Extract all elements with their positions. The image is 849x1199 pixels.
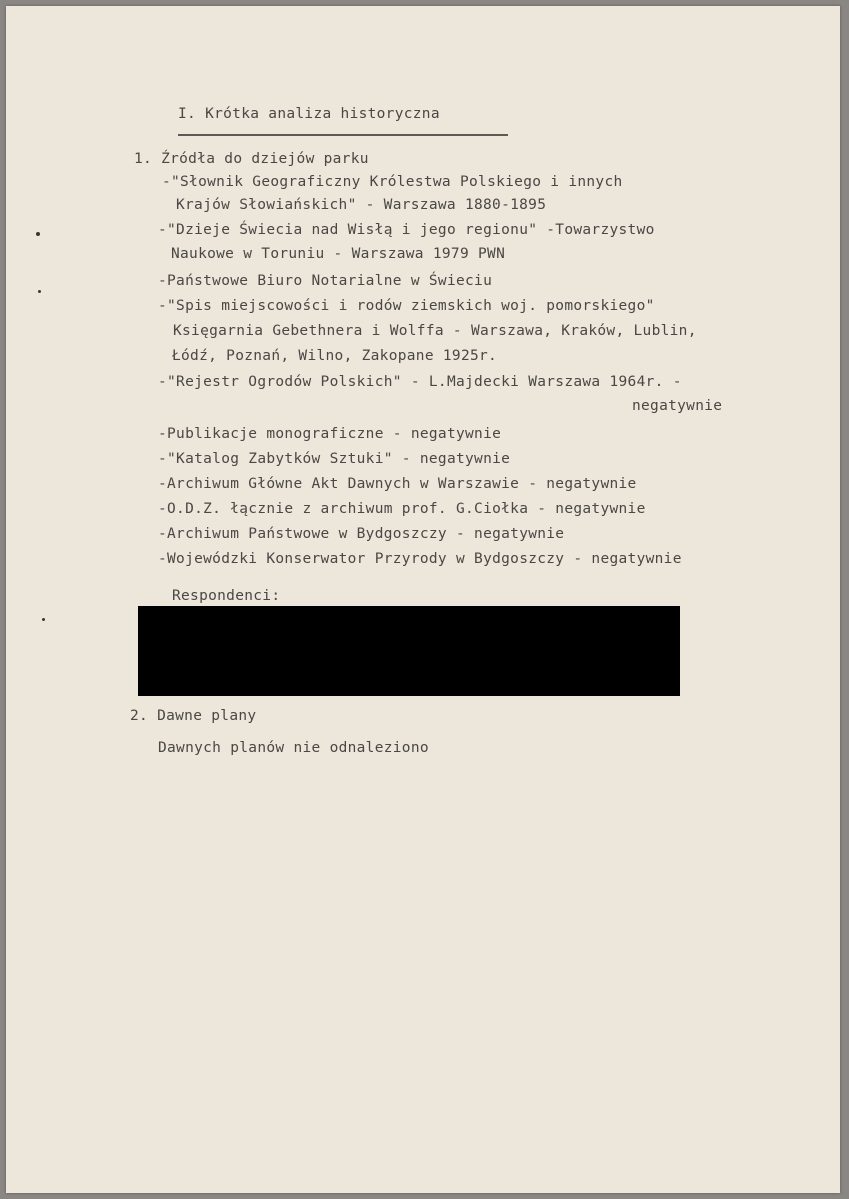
source-line: Krajów Słowiańskich" - Warszawa 1880-1895 <box>176 197 547 213</box>
source-line: -"Dzieje Świecia nad Wisłą i jego regionu" -Towarzystwo <box>158 222 655 238</box>
document-page <box>6 6 840 1193</box>
source-line: -"Katalog Zabytków Sztuki" - negatywnie <box>158 451 511 467</box>
section-1-title: 1. Źródła do dziejów parku <box>134 151 369 167</box>
paper-mark <box>42 618 45 621</box>
redaction-block <box>138 606 680 696</box>
source-line: Łódź, Poznań, Wilno, Zakopane 1925r. <box>172 348 498 364</box>
source-line: -"Słownik Geograficzny Królestwa Polskiego i innych <box>162 174 623 190</box>
source-line: Księgarnia Gebethnera i Wolffa - Warszawa, Kraków, Lublin, <box>173 323 697 339</box>
source-line: -"Spis miejscowości i rodów ziemskich woj. pomorskiego" <box>158 298 655 314</box>
source-line: -Państwowe Biuro Notarialne w Świeciu <box>158 273 493 289</box>
paper-mark <box>38 290 41 293</box>
section-2-text: Dawnych planów nie odnaleziono <box>158 740 429 756</box>
source-line: -"Rejestr Ogrodów Polskich" - L.Majdecki Warszawa 1964r. - <box>158 374 682 390</box>
source-line: -Archiwum Państwowe w Bydgoszczy - negatywnie <box>158 526 565 542</box>
source-line: -Publikacje monograficzne - negatywnie <box>158 426 502 442</box>
heading-underline <box>178 134 508 136</box>
source-line: -Wojewódzki Konserwator Przyrody w Bydgoszczy - negatywnie <box>158 551 682 567</box>
paper-mark <box>36 232 40 236</box>
source-line: -O.D.Z. łącznie z archiwum prof. G.Ciołka - negatywnie <box>158 501 646 517</box>
heading: I. Krótka analiza historyczna <box>178 106 440 122</box>
source-line: -Archiwum Główne Akt Dawnych w Warszawie - negatywnie <box>158 476 637 492</box>
respondents-label: Respondenci: <box>172 588 281 604</box>
section-2-title: 2. Dawne plany <box>130 708 257 724</box>
source-line: negatywnie <box>632 398 723 414</box>
source-line: Naukowe w Toruniu - Warszawa 1979 PWN <box>171 246 506 262</box>
